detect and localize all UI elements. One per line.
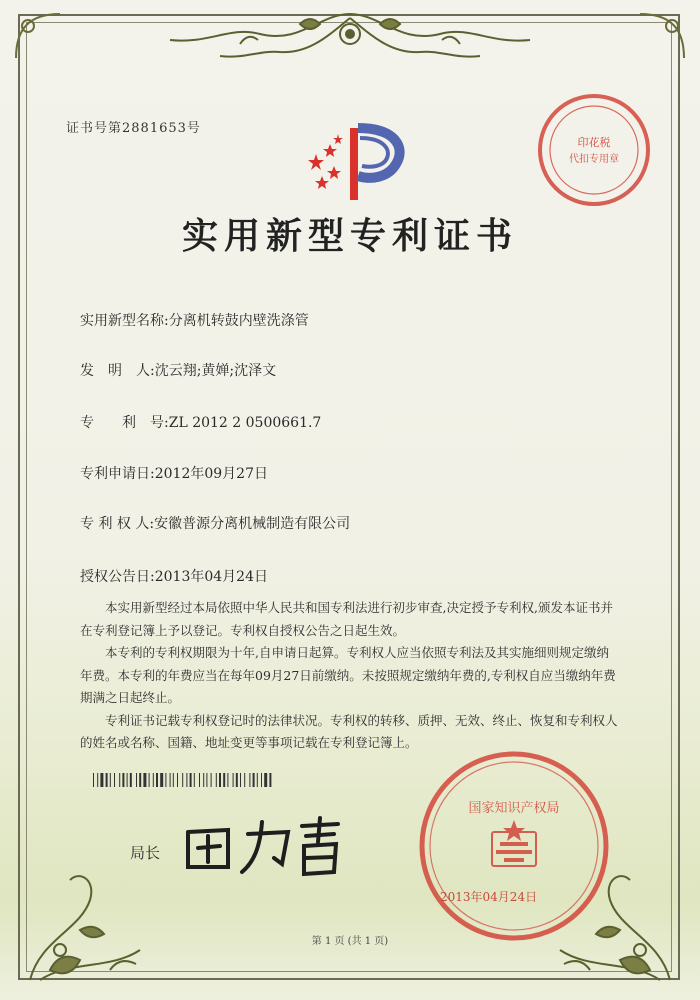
barcode-bar <box>199 773 200 787</box>
national-ip-office-seal <box>416 748 612 944</box>
barcode-bar <box>139 773 141 787</box>
field-patent-number <box>80 412 321 432</box>
barcode-bar <box>216 773 217 787</box>
barcode-bar <box>127 773 128 787</box>
field-grant-date <box>80 566 268 586</box>
barcode-bar <box>143 773 146 787</box>
barcode-bar <box>119 773 120 787</box>
field-label: 发 明 人: <box>80 363 155 379</box>
body-paragraph: 本实用新型经过本局依照中华人民共和国专利法进行初步审查,决定授予专利权,颁发本证书并在专利登记簿上予以登记。专利权自授权公告之日起生效。 <box>80 600 613 638</box>
barcode-bar <box>149 773 150 787</box>
barcode-bar <box>190 773 192 787</box>
barcode-bar <box>170 773 171 787</box>
svg-text:代扣专用章: 代扣专用章 <box>569 154 619 165</box>
field-label: 实用新型名称: <box>80 313 169 329</box>
field-label: 专 利 号: <box>80 415 169 431</box>
barcode-bar <box>211 773 212 787</box>
director-title: 局长 <box>130 844 161 862</box>
seal-date: 2013年04月24日 <box>440 890 538 904</box>
barcode-bar <box>153 773 154 787</box>
barcode-bar <box>160 773 163 787</box>
field-application-date <box>80 463 268 483</box>
body-paragraph: 专利证书记载专利权登记时的法律状况。专利权的转移、质押、无效、终止、恢复和专利权人的姓名或名称、国籍、地址变更等事项记载在专利登记簿上。 <box>80 712 618 750</box>
barcode-bar <box>97 773 98 787</box>
field-value: 分离机转鼓内壁洗涤管 <box>168 313 309 329</box>
field-label: 专 利 权 人: <box>80 516 155 532</box>
field-value: ZL 2012 2 0500661.7 <box>168 415 322 431</box>
director-signature <box>178 812 348 882</box>
barcode-bar <box>182 773 183 787</box>
field-value: 安徽普源分离机械制造有限公司 <box>154 516 351 532</box>
barcode-bar <box>177 773 178 787</box>
barcode <box>93 773 371 787</box>
barcode-bar <box>253 773 255 787</box>
certificate-title: 实用新型专利证书 <box>181 215 518 257</box>
top-ornament <box>150 4 550 74</box>
field-label: 授权公告日: <box>80 569 155 585</box>
barcode-bar <box>110 773 111 787</box>
barcode-bar <box>100 773 103 787</box>
patent-office-logo-icon <box>296 120 416 210</box>
barcode-bar <box>261 773 262 787</box>
barcode-bar <box>233 773 234 787</box>
barcode-bar <box>93 773 94 787</box>
barcode-bar <box>240 773 241 787</box>
field-patentee <box>80 513 350 533</box>
barcode-bar <box>223 773 225 787</box>
field-utility-model-name <box>80 310 309 330</box>
barcode-bar <box>173 773 174 787</box>
barcode-bar <box>227 773 228 787</box>
barcode-bar <box>194 773 195 787</box>
barcode-bar <box>244 773 245 787</box>
barcode-bar <box>264 773 267 787</box>
svg-text:国家知识产权局: 国家知识产权局 <box>468 801 560 816</box>
certificate-number: 证书号第2881653号 <box>66 121 201 136</box>
corner-ornament-top-left <box>10 8 70 68</box>
barcode-bar <box>249 773 250 787</box>
barcode-bar <box>203 773 204 787</box>
barcode-bar <box>165 773 166 787</box>
barcode-bar <box>156 773 158 787</box>
barcode-bar <box>136 773 137 787</box>
barcode-bar <box>219 773 221 787</box>
barcode-bar <box>130 773 132 787</box>
field-value: 2012年09月27日 <box>154 466 268 482</box>
corner-ornament-top-right <box>630 8 690 68</box>
bottom-left-ornament <box>20 850 170 990</box>
barcode-bar <box>106 773 108 787</box>
field-label: 专利申请日: <box>80 466 155 482</box>
barcode-bar <box>257 773 258 787</box>
barcode-bar <box>122 773 124 787</box>
tax-seal-stamp <box>534 90 654 210</box>
body-paragraph: 本专利的专利权期限为十年,自申请日起算。专利权人应当依照专利法及其实施细则规定缴纳年费。本专利的年费应当在每年09月27日前缴纳。未按照规定缴纳年费的,专利权自应当缴纳年费期满之日起终止。 <box>80 645 616 705</box>
certificate-body <box>80 597 620 755</box>
barcode-bar <box>186 773 187 787</box>
barcode-bar <box>236 773 238 787</box>
barcode-bar <box>114 773 115 787</box>
field-value: 2013年04月24日 <box>154 569 268 585</box>
barcode-bar <box>206 773 207 787</box>
page-number: 第 1 页 (共 1 页) <box>311 936 389 947</box>
svg-text:印花税: 印花税 <box>577 136 611 149</box>
field-inventors <box>80 360 276 380</box>
barcode-bar <box>269 773 271 787</box>
field-value: 沈云翔;黄婵;沈泽文 <box>154 363 277 379</box>
